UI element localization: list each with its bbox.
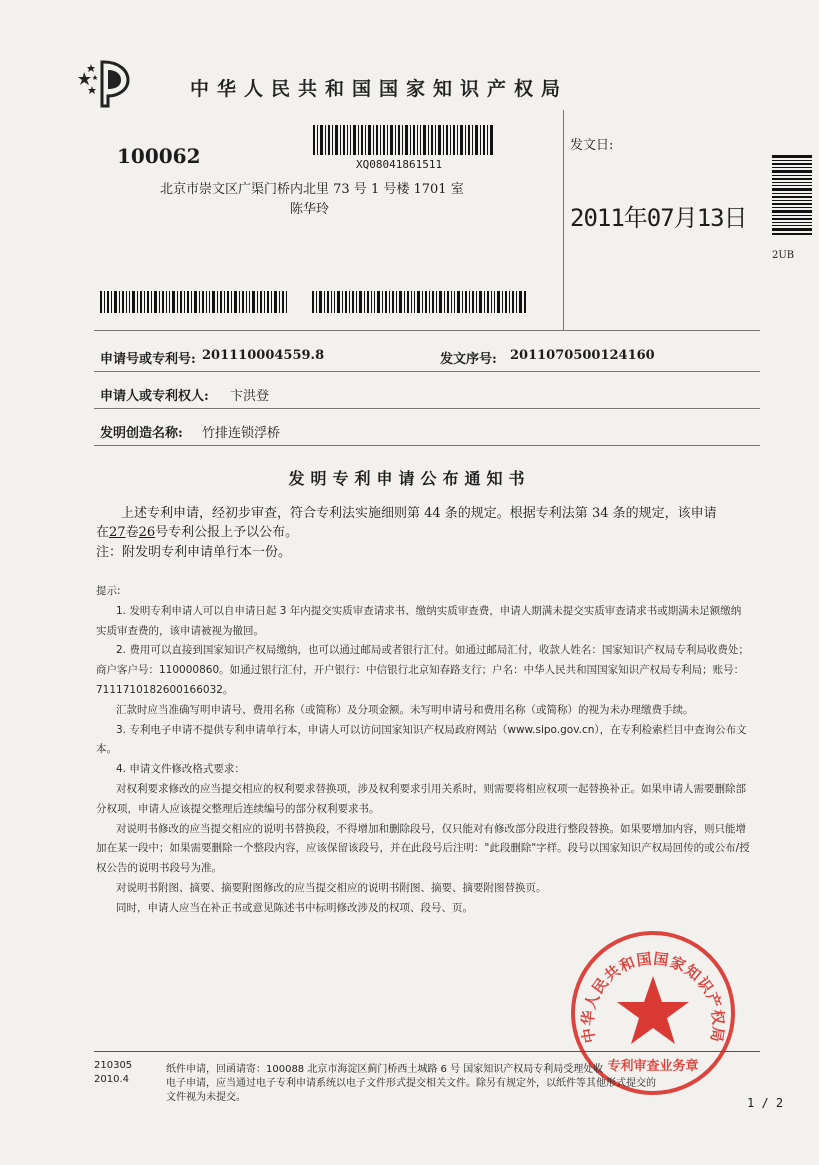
barcode-number: XQ08041861511 xyxy=(356,158,443,171)
tip-4d: 同时，申请人应当在补正书或意见陈述书中标明修改涉及的权项、段号、页。 xyxy=(116,901,473,914)
invention-label: 发明创造名称: xyxy=(100,426,183,441)
notice-paragraph-2 xyxy=(96,521,298,540)
tips-heading: 提示: xyxy=(96,585,121,597)
postcode: 100062 xyxy=(117,144,201,168)
side-barcode xyxy=(772,155,812,235)
p2-prefix: 在 xyxy=(96,525,110,540)
form-code: 210305 xyxy=(94,1060,133,1071)
footer-line-3: 文件视为未提交。 xyxy=(166,1092,246,1103)
invention-value: 竹排连锁浮桥 xyxy=(202,426,281,441)
applicant-row xyxy=(94,372,760,409)
p2-vol-label: 卷 xyxy=(125,525,139,540)
tip-1: 1. 发明专利申请人可以自申请日起 3 年内提交实质审查请求书、缴纳实质审查费，申请人期满未提交实质审查请求书或期满未足额缴纳实质审查费的，该申请被视为撤回。 xyxy=(96,604,742,637)
tip-4a: 对权利要求修改的应当提交相应的权利要求替换项，涉及权利要求引用关系时，则需要将相应权项一起替换补正。如果申请人需要删除部分权项，申请人应该提交整理后连续编号的部分权利要求书。 xyxy=(96,782,746,815)
application-number-row xyxy=(94,335,760,372)
issue-date: 2011年07月13日 xyxy=(570,204,747,232)
invention-row xyxy=(94,409,760,446)
tip-4b: 对说明书修改的应当提交相应的说明书替换段，不得增加和删除段号，仅只能对有修改部分段进行整段替换。如果要增加内容，则只能增加在某一段中；如果需要删除一个整段内容，应该保留该段号，并在此段号后注明："此段删除"字样。段号以国家知识产权局回传的或公布/授权公告的说明书段号为准。 xyxy=(96,822,750,875)
tip-4c: 对说明书附图、摘要、摘要附图修改的应当提交相应的说明书附图、摘要、摘要附图替换页。 xyxy=(116,881,547,894)
gazette-volume: 27 xyxy=(109,525,126,540)
date-label: 发文日: xyxy=(570,138,614,153)
tips-section xyxy=(96,582,750,919)
footer-line-1: 纸件申请，回函请寄：100088 北京市海淀区蓟门桥西土城路 6 号 国家知识产权局专利局受理处收 xyxy=(166,1064,604,1075)
gazette-number: 26 xyxy=(138,525,156,540)
tip-2: 2. 费用可以直接到国家知识产权局缴纳，也可以通过邮局或者银行汇付。如通过邮局汇付，收款人姓名：国家知识产权局专利局收费处；商户客户号：110000860。如通过银行汇付，开户银行：中信银行北京知春路支行；户名：中华人民共和国国家知识产权局专利局；账号：7111710182600166032。 xyxy=(96,644,749,696)
notice-paragraph-1: 上述专利申请，经初步审查，符合专利法实施细则第 44 条的规定。根据专利法第 34 条的规定，该申请 xyxy=(121,506,717,521)
footer-divider xyxy=(94,1051,760,1052)
page-number: 1 / 2 xyxy=(747,1096,784,1110)
footer-line-2: 电子申请，应当通过电子专利申请系统以电子文件形式提交相关文件。除另有规定外，以纸件等其他形式提交的 xyxy=(166,1078,656,1089)
seal-text: 中华人民共和国国家知识产权局 xyxy=(578,949,728,1045)
recipient-name: 陈华玲 xyxy=(290,202,330,217)
applicant-value: 卞洪登 xyxy=(230,389,270,404)
tip-4: 4. 申请文件修改格式要求： xyxy=(116,763,245,776)
app-no-label: 申请号或专利号: xyxy=(100,352,196,367)
recipient-address: 北京市崇文区广渠门桥内北里 73 号 1 号楼 1701 室 xyxy=(160,182,464,197)
form-version: 2010.4 xyxy=(94,1074,129,1085)
tip-3: 3. 专利电子申请不提供专利申请单行本，申请人可以访问国家知识产权局政府网站（www.sipo.gov.cn），在专利检索栏目中查询公布文本。 xyxy=(96,723,747,756)
sipo-logo-icon xyxy=(78,58,134,108)
notice-title: 发明专利申请公布通知书 xyxy=(288,469,531,488)
side-code: 2UB xyxy=(772,250,795,261)
serial-label: 发文序号: xyxy=(440,352,497,367)
office-name: 中华人民共和国国家知识产权局 xyxy=(190,78,569,100)
barcode-right xyxy=(312,291,526,313)
tip-2b: 汇款时应当准确写明申请号、费用名称（或简称）及分项金额。未写明申请号和费用名称（或简称）的视为未办理缴费手续。 xyxy=(116,703,694,716)
serial-value: 2011070500124160 xyxy=(510,348,655,363)
p2-suffix: 号专利公报上予以公布。 xyxy=(155,525,299,540)
seal-subtext: 专利审查业务章 xyxy=(607,1059,699,1074)
barcode-left xyxy=(100,291,290,313)
applicant-label: 申请人或专利权人: xyxy=(100,389,209,404)
app-no-value: 201110004559.8 xyxy=(202,348,325,363)
tracking-barcode xyxy=(313,125,493,155)
notice-note: 注：附发明专利申请单行本一份。 xyxy=(96,545,292,560)
